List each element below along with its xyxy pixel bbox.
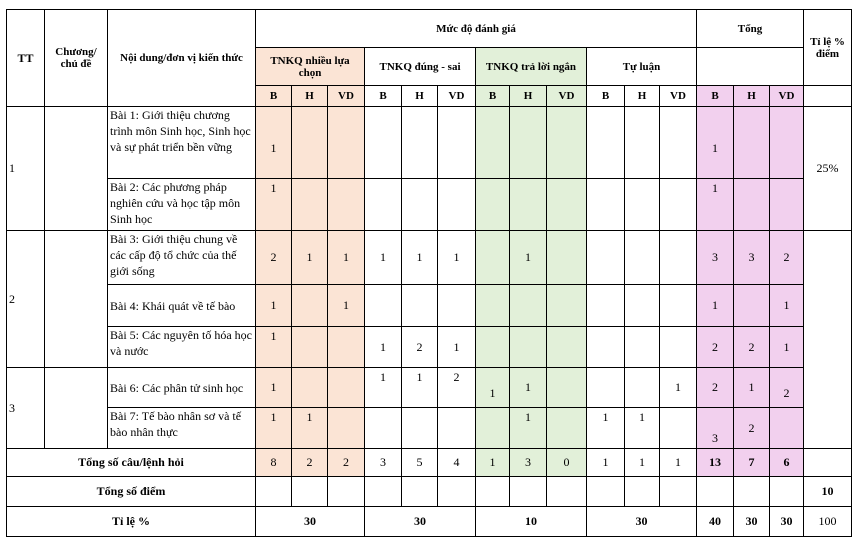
header-total-blank	[697, 48, 804, 86]
chapter-number: 1	[7, 107, 45, 231]
count-cell: 1	[365, 368, 402, 408]
chapter-cell	[45, 231, 108, 368]
count-cell	[328, 327, 365, 368]
ratio-total-vd: 30	[770, 507, 804, 537]
sub-vd: VD	[547, 86, 587, 107]
summary-ratio-label: Tỉ lệ %	[7, 507, 256, 537]
count-cell	[625, 179, 660, 231]
ratio-essay: 30	[587, 507, 697, 537]
count-cell	[510, 327, 547, 368]
ratio-blank-cell	[804, 231, 852, 449]
sub-ratio-blank	[804, 86, 852, 107]
sub-vd: VD	[328, 86, 365, 107]
summary-count-cell: 5	[402, 449, 438, 477]
lesson-name: Bài 7: Tế bào nhân sơ và tế bào nhân thực	[108, 408, 256, 449]
count-cell: 1	[438, 327, 476, 368]
count-cell	[328, 408, 365, 449]
blank-cell	[547, 477, 587, 507]
count-cell	[587, 368, 625, 408]
sub-h: H	[734, 86, 770, 107]
summary-count-cell: 1	[625, 449, 660, 477]
blank-cell	[256, 477, 292, 507]
total-cell	[770, 179, 804, 231]
ratio-all: 100	[804, 507, 852, 537]
chapter-number: 2	[7, 231, 45, 368]
count-cell	[292, 285, 328, 327]
count-cell	[547, 179, 587, 231]
total-cell	[770, 408, 804, 449]
count-cell	[660, 408, 697, 449]
total-cell: 2	[734, 408, 770, 449]
total-cell: 1	[770, 327, 804, 368]
lesson-name: Bài 4: Khái quát về tế bào	[108, 285, 256, 327]
total-cell	[734, 285, 770, 327]
summary-count-cell: 0	[547, 449, 587, 477]
count-cell	[438, 408, 476, 449]
count-cell	[547, 231, 587, 285]
header-tt: TT	[7, 10, 45, 107]
count-cell	[365, 285, 402, 327]
total-cell: 1	[697, 107, 734, 179]
sub-h: H	[292, 86, 328, 107]
count-cell: 1	[365, 327, 402, 368]
sub-h: H	[510, 86, 547, 107]
count-cell	[547, 285, 587, 327]
count-cell	[587, 231, 625, 285]
header-row-1	[7, 10, 852, 48]
blank-cell	[734, 477, 770, 507]
count-cell: 1	[476, 368, 510, 408]
count-cell	[510, 285, 547, 327]
blank-cell	[587, 477, 625, 507]
total-cell: 3	[734, 231, 770, 285]
summary-count-cell: 1	[476, 449, 510, 477]
count-cell: 1	[256, 285, 292, 327]
count-cell	[328, 107, 365, 179]
header-group-true-false: TNKQ đúng - sai	[365, 48, 476, 86]
sub-h: H	[625, 86, 660, 107]
count-cell: 1	[256, 368, 292, 408]
summary-points-total: 10	[804, 477, 852, 507]
sub-vd: VD	[438, 86, 476, 107]
count-cell	[587, 107, 625, 179]
lesson-name: Bài 5: Các nguyên tố hóa học và nước	[108, 327, 256, 368]
total-cell: 1	[734, 368, 770, 408]
count-cell	[402, 408, 438, 449]
count-cell	[547, 327, 587, 368]
count-cell: 1	[328, 285, 365, 327]
ratio-total-b: 40	[697, 507, 734, 537]
count-cell: 1	[510, 368, 547, 408]
count-cell	[476, 327, 510, 368]
count-cell	[660, 107, 697, 179]
total-cell	[734, 107, 770, 179]
count-cell	[625, 368, 660, 408]
count-cell: 1	[256, 327, 292, 368]
count-cell: 1	[402, 231, 438, 285]
count-cell: 1	[510, 231, 547, 285]
summary-count-row	[7, 449, 852, 477]
total-cell: 3	[697, 408, 734, 449]
summary-count-cell: 1	[587, 449, 625, 477]
count-cell	[438, 285, 476, 327]
count-cell	[510, 107, 547, 179]
count-cell	[476, 179, 510, 231]
chapter-cell	[45, 107, 108, 231]
count-cell	[476, 285, 510, 327]
lesson-name: Bài 6: Các phân tử sinh học	[108, 368, 256, 408]
count-cell	[660, 327, 697, 368]
count-cell	[328, 368, 365, 408]
count-cell	[365, 107, 402, 179]
blank-cell	[476, 477, 510, 507]
count-cell	[328, 179, 365, 231]
count-cell: 2	[256, 231, 292, 285]
total-cell: 2	[697, 368, 734, 408]
total-cell	[770, 107, 804, 179]
summary-total-cell: 6	[770, 449, 804, 477]
table-row	[7, 107, 852, 179]
summary-count-cell: 2	[292, 449, 328, 477]
count-cell	[402, 107, 438, 179]
header-group-short-answer: TNKQ trả lời ngắn	[476, 48, 587, 86]
chapter-cell	[45, 368, 108, 449]
count-cell: 1	[660, 368, 697, 408]
sub-b: B	[697, 86, 734, 107]
sub-vd: VD	[770, 86, 804, 107]
ratio-short-answer: 10	[476, 507, 587, 537]
count-cell: 1	[625, 408, 660, 449]
sub-b: B	[256, 86, 292, 107]
summary-total-cell: 7	[734, 449, 770, 477]
count-cell	[625, 107, 660, 179]
count-cell: 1	[587, 408, 625, 449]
count-cell	[476, 408, 510, 449]
count-cell	[625, 285, 660, 327]
ratio-mcq: 30	[256, 507, 365, 537]
blank-cell	[697, 477, 734, 507]
count-cell	[292, 107, 328, 179]
count-cell	[510, 179, 547, 231]
count-cell	[292, 368, 328, 408]
total-cell: 3	[697, 231, 734, 285]
count-cell	[587, 285, 625, 327]
summary-ratio-row	[7, 507, 852, 537]
count-cell	[402, 285, 438, 327]
count-cell: 2	[402, 327, 438, 368]
ratio-total-h: 30	[734, 507, 770, 537]
count-cell: 1	[256, 408, 292, 449]
count-cell	[365, 179, 402, 231]
count-cell	[547, 368, 587, 408]
total-cell: 2	[697, 327, 734, 368]
count-cell	[660, 231, 697, 285]
sub-b: B	[587, 86, 625, 107]
total-cell: 1	[697, 179, 734, 231]
lesson-name: Bài 2: Các phương pháp nghiên cứu và học tập môn Sinh học	[108, 179, 256, 231]
total-cell: 2	[770, 368, 804, 408]
summary-points-label: Tổng số điểm	[7, 477, 256, 507]
count-cell: 1	[328, 231, 365, 285]
blank-cell	[292, 477, 328, 507]
header-content: Nội dung/đơn vị kiến thức	[108, 10, 256, 107]
count-cell: 1	[292, 408, 328, 449]
blank-cell	[438, 477, 476, 507]
total-cell: 2	[734, 327, 770, 368]
total-cell: 2	[770, 231, 804, 285]
blank-cell	[328, 477, 365, 507]
blank-cell	[510, 477, 547, 507]
count-cell: 1	[256, 179, 292, 231]
count-cell	[438, 179, 476, 231]
count-cell	[660, 179, 697, 231]
table-row	[7, 231, 852, 285]
count-cell	[547, 107, 587, 179]
total-cell: 1	[770, 285, 804, 327]
summary-count-cell: 1	[660, 449, 697, 477]
header-chapter: Chương/ chủ đề	[45, 10, 108, 107]
blank-cell	[625, 477, 660, 507]
count-cell	[587, 327, 625, 368]
summary-count-cell: 4	[438, 449, 476, 477]
count-cell	[587, 179, 625, 231]
lesson-name: Bài 1: Giới thiệu chương trình môn Sinh học, Sinh học và sự phát triển bền vững	[108, 107, 256, 179]
count-cell	[547, 408, 587, 449]
summary-count-cell: 3	[510, 449, 547, 477]
count-cell	[402, 179, 438, 231]
chapter-number: 3	[7, 368, 45, 449]
header-group-essay: Tự luận	[587, 48, 697, 86]
total-cell	[734, 179, 770, 231]
count-cell	[365, 408, 402, 449]
table-row	[7, 327, 852, 368]
count-cell	[625, 231, 660, 285]
count-cell: 1	[438, 231, 476, 285]
blank-cell	[660, 477, 697, 507]
count-cell: 1	[402, 368, 438, 408]
sub-h: H	[402, 86, 438, 107]
count-cell	[438, 107, 476, 179]
summary-count-ratio-blank	[804, 449, 852, 477]
count-cell: 1	[510, 408, 547, 449]
assessment-matrix-table	[6, 9, 852, 537]
header-total: Tổng	[697, 10, 804, 48]
table-row	[7, 408, 852, 449]
count-cell	[292, 327, 328, 368]
sub-vd: VD	[660, 86, 697, 107]
sub-b: B	[476, 86, 510, 107]
count-cell	[476, 107, 510, 179]
summary-count-cell: 2	[328, 449, 365, 477]
table-row	[7, 368, 852, 408]
summary-total-cell: 13	[697, 449, 734, 477]
total-cell: 1	[697, 285, 734, 327]
sub-b: B	[365, 86, 402, 107]
blank-cell	[770, 477, 804, 507]
summary-count-cell: 8	[256, 449, 292, 477]
count-cell	[292, 179, 328, 231]
ratio-chapter-1: 25%	[804, 107, 852, 231]
count-cell: 1	[256, 107, 292, 179]
count-cell: 1	[365, 231, 402, 285]
count-cell	[625, 327, 660, 368]
header-group-mcq: TNKQ nhiều lựa chọn	[256, 48, 365, 86]
table-row	[7, 179, 852, 231]
summary-count-label: Tổng số câu/lệnh hỏi	[7, 449, 256, 477]
ratio-true-false: 30	[365, 507, 476, 537]
blank-cell	[365, 477, 402, 507]
count-cell	[660, 285, 697, 327]
count-cell: 1	[292, 231, 328, 285]
lesson-name: Bài 3: Giới thiệu chung về các cấp độ tổ chức của thế giới sống	[108, 231, 256, 285]
table-row	[7, 285, 852, 327]
header-level: Mức độ đánh giá	[256, 10, 697, 48]
count-cell	[476, 231, 510, 285]
summary-points-row	[7, 477, 852, 507]
count-cell: 2	[438, 368, 476, 408]
summary-count-cell: 3	[365, 449, 402, 477]
blank-cell	[402, 477, 438, 507]
header-ratio: Tỉ lệ % điểm	[804, 10, 852, 86]
